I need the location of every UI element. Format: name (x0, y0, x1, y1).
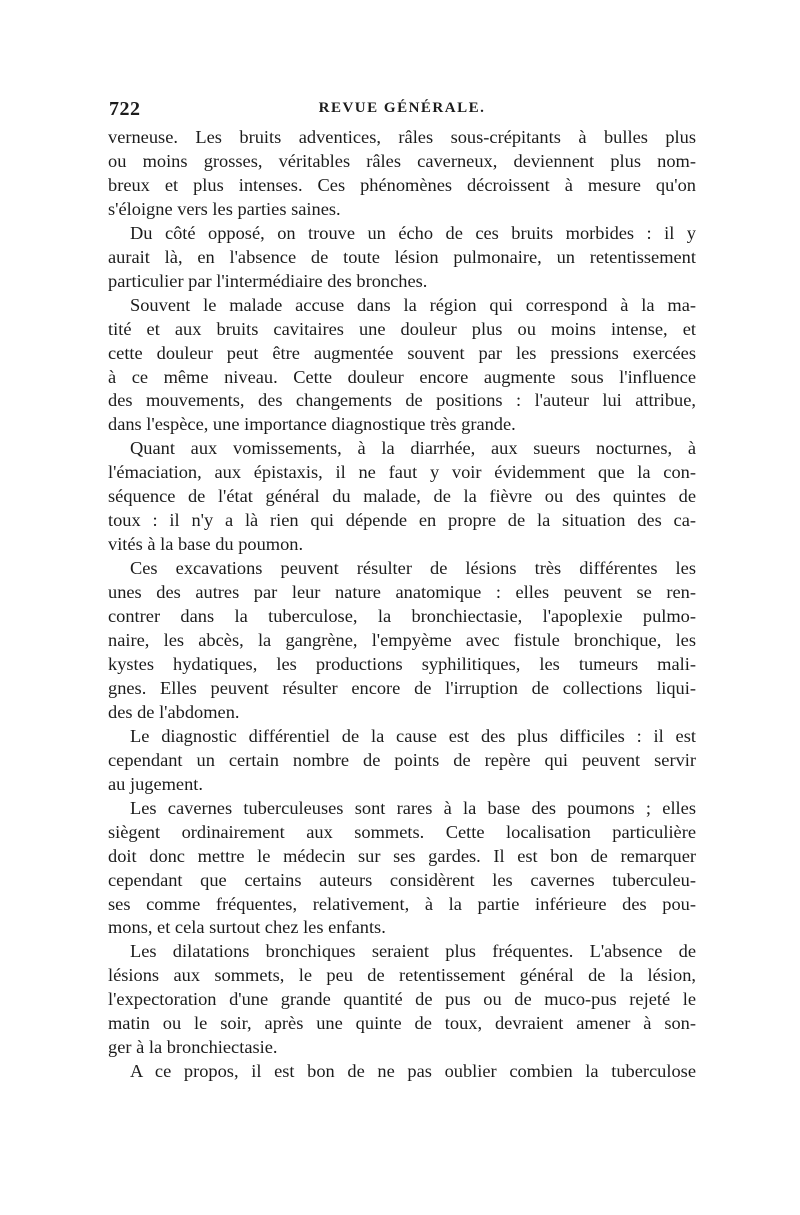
text-line: doit donc mettre le médecin sur ses gardes. Il est bon de remarquer (108, 845, 696, 866)
text-line: siègent ordinairement aux sommets. Cette localisation particulière (108, 821, 696, 842)
text-line: Les cavernes tuberculeuses sont rares à la base des poumons ; elles (130, 797, 696, 818)
text-line: matin ou le soir, après une quinte de toux, devraient amener à son- (108, 1013, 696, 1034)
paragraph (108, 940, 696, 1060)
book-page (108, 96, 696, 1084)
text-line: des de l'abdomen. (108, 701, 240, 722)
text-line: ou moins grosses, véritables râles caverneux, deviennent plus nom- (108, 150, 696, 171)
text-line: séquence de l'état général du malade, de la fièvre ou des quintes de (108, 486, 696, 507)
text-line: contrer dans la tuberculose, la bronchiectasie, l'apoplexie pulmo- (108, 606, 696, 627)
text-line: Souvent le malade accuse dans la région qui correspond à la ma- (130, 294, 696, 315)
paragraph (108, 1060, 696, 1084)
text-line: l'expectoration d'une grande quantité de pus ou de muco-pus rejeté le (108, 989, 696, 1010)
text-line: particulier par l'intermédiaire des bronches. (108, 270, 428, 291)
text-line: unes des autres par leur nature anatomique : elles peuvent se ren- (108, 582, 696, 603)
page-header (108, 96, 696, 124)
text-line: mons, et cela surtout chez les enfants. (108, 917, 386, 938)
text-line: des mouvements, des changements de positions : l'auteur lui attribue, (108, 390, 696, 411)
running-title: REVUE GÉNÉRALE. (318, 100, 486, 116)
text-line: cependant un certain nombre de points de repère qui peuvent servir (108, 749, 696, 770)
text-line: à ce même niveau. Cette douleur encore augmente sous l'influence (108, 366, 696, 387)
body-text (108, 126, 696, 1084)
text-line: verneuse. Les bruits adventices, râles sous-crépitants à bulles plus (108, 127, 696, 147)
paragraph (108, 557, 696, 725)
text-line: cependant que certains auteurs considèrent les cavernes tuberculeu- (108, 869, 696, 890)
text-line: Le diagnostic différentiel de la cause est des plus difficiles : il est (130, 725, 696, 746)
text-line: breux et plus intenses. Ces phénomènes décroissent à mesure qu'on (108, 174, 696, 195)
paragraph (108, 725, 696, 797)
text-line: vités à la base du poumon. (108, 534, 304, 555)
text-line: ger à la bronchiectasie. (108, 1037, 278, 1058)
page-number: 722 (109, 98, 141, 120)
text-line: cette douleur peut être augmentée souvent par les pressions exercées (108, 342, 696, 363)
text-line: l'émaciation, aux épistaxis, il ne faut y voir évidemment que la con- (108, 462, 696, 483)
text-line: gnes. Elles peuvent résulter encore de l'irruption de collections liqui- (108, 677, 696, 698)
text-line: aurait là, en l'absence de toute lésion pulmonaire, un retentissement (108, 246, 696, 267)
text-line: naire, les abcès, la gangrène, l'empyème avec fistule bronchique, les (108, 630, 696, 651)
text-line: au jugement. (108, 773, 203, 794)
text-line: Quant aux vomissements, à la diarrhée, aux sueurs nocturnes, à (130, 438, 696, 459)
text-line: A ce propos, il est bon de ne pas oublier combien la tuberculose (130, 1061, 696, 1082)
paragraph (108, 437, 696, 557)
text-line: tité et aux bruits cavitaires une douleur plus ou moins intense, et (108, 318, 696, 339)
paragraph (108, 222, 696, 294)
text-line: lésions aux sommets, le peu de retentissement général de la lésion, (108, 965, 696, 986)
text-line: ses comme fréquentes, relativement, à la partie inférieure des pou- (108, 893, 696, 914)
paragraph (108, 294, 696, 438)
paragraph (108, 126, 696, 222)
text-line: dans l'espèce, une importance diagnostique très grande. (108, 414, 516, 435)
text-line: s'éloigne vers les parties saines. (108, 198, 341, 219)
paragraph (108, 797, 696, 941)
text-line: kystes hydatiques, les productions syphilitiques, les tumeurs mali- (108, 653, 696, 674)
text-line: Les dilatations bronchiques seraient plus fréquentes. L'absence de (130, 941, 696, 962)
text-line: toux : il n'y a là rien qui dépende en propre de la situation des ca- (108, 510, 696, 531)
text-line: Du côté opposé, on trouve un écho de ces bruits morbides : il y (130, 222, 696, 243)
text-line: Ces excavations peuvent résulter de lésions très différentes les (130, 558, 696, 579)
